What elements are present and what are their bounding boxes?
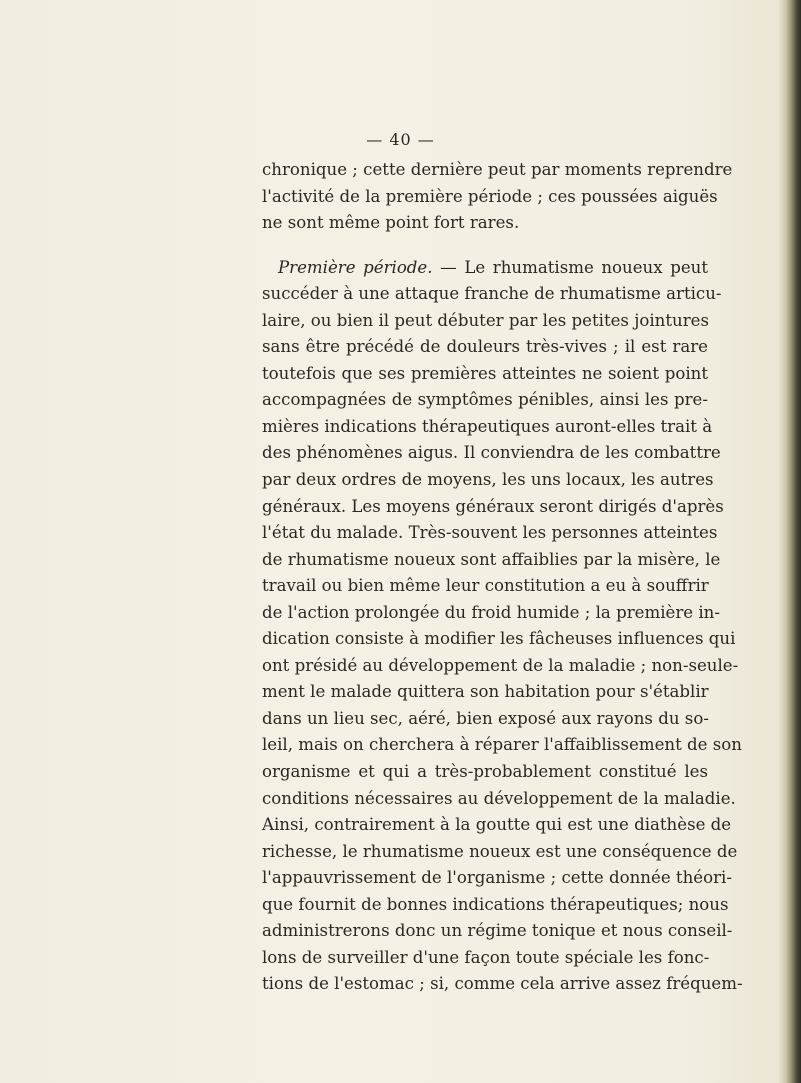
text-line: ont présidé au développement de la maladie ; non-seule-: [262, 655, 739, 675]
paragraph-gap: [262, 237, 708, 255]
text-line: tions de l'estomac ; si, comme cela arrive assez fréquem-: [262, 974, 743, 994]
text-line: administrerons donc un régime tonique et nous conseil-: [262, 921, 733, 941]
text-line: dication consiste à modifier les fâcheuses influences qui: [262, 629, 736, 649]
text-line: l'activité de la première période ; ces poussées aiguës: [262, 186, 718, 206]
text-line: succéder à une attaque franche de rhumatisme articu-: [262, 284, 722, 304]
text-line: toutefois que ses premières atteintes ne soient point: [262, 363, 708, 383]
text-line: mières indications thérapeutiques auront-elles trait à: [262, 416, 713, 436]
binding-edge: [779, 0, 801, 1083]
text-line: de l'action prolongée du froid humide ; la première in-: [262, 602, 720, 622]
text-line: richesse, le rhumatisme noueux est une conséquence de: [262, 841, 738, 861]
text-line: que fournit de bonnes indications thérapeutiques; nous: [262, 894, 729, 914]
paragraph-2: [262, 255, 743, 998]
text-line: de rhumatisme noueux sont affaiblies par la misère, le: [262, 549, 721, 569]
paragraph-1: [262, 157, 733, 237]
page-number: — 40 —: [366, 130, 435, 149]
text-line: ment le malade quittera son habitation pour s'établir: [262, 682, 709, 702]
text-line: par deux ordres de moyens, les uns locaux, les autres: [262, 470, 714, 490]
text-line: Ainsi, contrairement à la goutte qui est une diathèse de: [262, 815, 732, 835]
text-line: conditions nécessaires au développement de la maladie.: [262, 788, 736, 808]
text-line: leil, mais on cherchera à réparer l'affaiblissement de son: [262, 735, 742, 755]
text-line: sans être précédé de douleurs très-vives ; il est rare: [262, 337, 708, 357]
text-line: laire, ou bien il peut débuter par les petites jointures: [262, 310, 709, 330]
text-fragment: — Le rhumatisme noueux peut: [440, 257, 708, 277]
text-line: lons de surveiller d'une façon toute spéciale les fonc-: [262, 947, 710, 967]
text-line: l'état du malade. Très-souvent les personnes atteintes: [262, 523, 718, 543]
text-line: travail ou bien même leur constitution a eu à souffrir: [262, 576, 709, 596]
text-line: dans un lieu sec, aéré, bien exposé aux rayons du so-: [262, 708, 709, 728]
text-line: chronique ; cette dernière peut par moments reprendre: [262, 160, 733, 179]
section-heading: Première période.: [278, 257, 433, 277]
text-line: généraux. Les moyens généraux seront dirigés d'après: [262, 496, 724, 516]
text-block: [262, 157, 743, 998]
text-line: accompagnées de symptômes pénibles, ainsi les pre-: [262, 390, 708, 410]
text-line: [262, 255, 708, 282]
text-line: organisme et qui a très-probablement constitué les: [262, 762, 708, 782]
text-line: l'appauvrissement de l'organisme ; cette donnée théori-: [262, 868, 732, 888]
text-line: ne sont même point fort rares.: [262, 213, 520, 233]
text-line: des phénomènes aigus. Il conviendra de les combattre: [262, 443, 721, 463]
